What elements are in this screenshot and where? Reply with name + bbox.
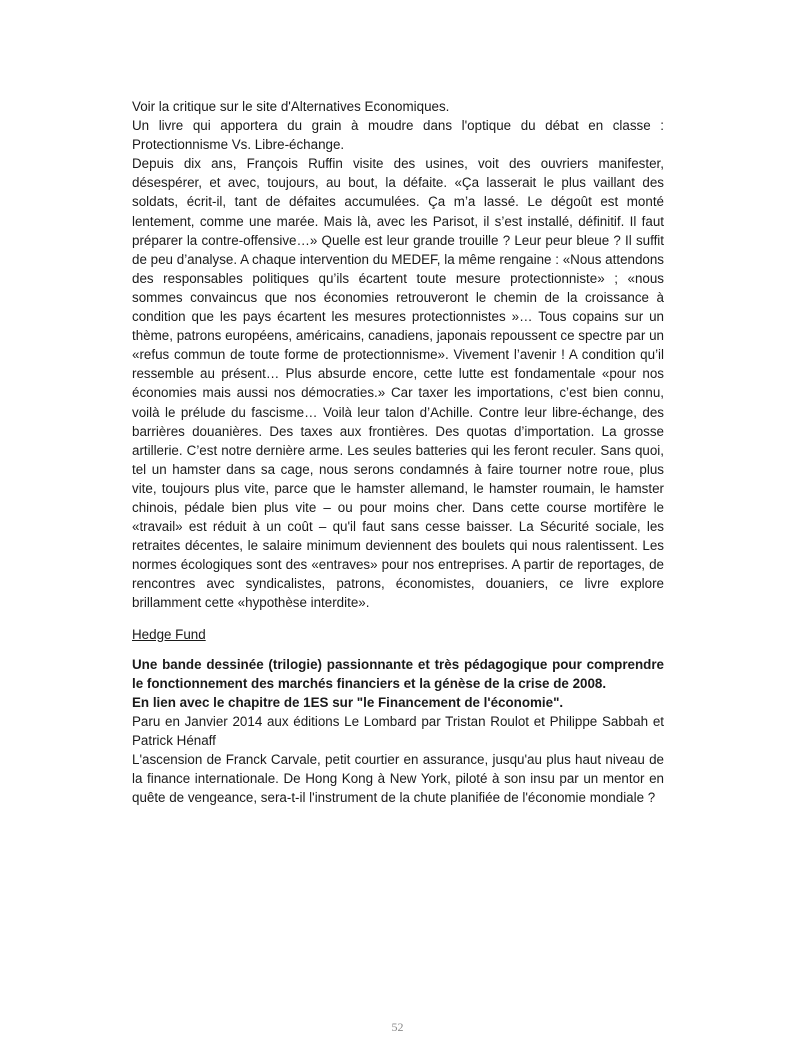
page-number: 52: [391, 1020, 404, 1034]
synopsis-paragraph: L'ascension de Franck Carvale, petit courtier en assurance, jusqu'au plus haut niveau de la finance internationale. De Hong Kong à New York, piloté à son insu par un mentor en quête de vengeance, sera-t-il l'instrument de la chute planifiée de l'économie mondiale ?: [132, 752, 664, 806]
book-intro-paragraph: Un livre qui apportera du grain à moudre dans l'optique du débat en classe : Protectionnisme Vs. Libre-échange.: [132, 118, 664, 153]
critique-link-paragraph: Voir la critique sur le site d'Alternatives Economiques.: [132, 99, 450, 114]
comic-description-bold: Une bande dessinée (trilogie) passionnante et très pédagogique pour comprendre le fonctionnement des marchés financiers et la génèse de la crise de 2008.: [132, 656, 664, 691]
course-link-bold: En lien avec le chapitre de 1ES sur "le Financement de l'économie".: [132, 694, 564, 710]
book-review-paragraph: Depuis dix ans, François Ruffin visite des usines, voit des ouvriers manifester, désespérer, et avec, toujours, au bout, la défaite. «Ça lasserait le plus vaillant des soldats, écrit-il, tant de défaites accumulées. Ça m’a lassé. Le dégoût est monté lentement, comme une marée. Mais là, avec les Parisot, il s’est installé, définitif. Il faut préparer la contre-offensive…» Quelle est leur grande trouille ? Leur peur bleue ? Il suffit de peu d’analyse. A chaque intervention du MEDEF, la même rengaine : «Nous attendons des responsables politiques qu’ils écartent toute mesure protectionniste» ; «nous sommes convaincus que nos économies retrouveront le chemin de la croissance à condition que les pays écartent les mesures protectionnistes »… Tous copains sur un thème, patrons européens, américains, canadiens, japonais repoussent ce spectre par un «refus commun de toute forme de protectionnisme». Vivement l’avenir ! A condition qu’il ressemble au présent… Plus absurde encore, cette lutte est fondamentale «pour nos économies mais aussi nos démocraties.» Car taxer les importations, c’est bien connu, voilà le prélude du fascisme… Voilà leur talon d’Achille. Contre leur libre-échange, des barrières douanières. Des taxes aux frontières. Des quotas d’importation. La grosse artillerie. C’est notre dernière arme. Les seules batteries qui les feront reculer. Sans quoi, tel un hamster dans sa cage, nous serons condamnés à faire tourner notre roue, plus vite, toujours plus vite, parce que le hamster allemand, le hamster roumain, le hamster chinois, pédale bien plus vite – ou pour moins cher. Dans cette course mortifère le «travail» est réduit à un coût – qu'il faut sans cesse baisser. La Sécurité sociale, les retraites décentes, le salaire minimum deviennent des boulets qui nous ralentissent. Les normes écologiques sont des «entraves» pour nos entreprises. A partir de reportages, de rencontres avec syndicalistes, patrons, économistes, douaniers, ce livre explore brillamment cette «hypothèse interdite».: [132, 156, 664, 611]
hedge-fund-heading: Hedge Fund: [132, 626, 206, 642]
publication-info-paragraph: Paru en Janvier 2014 aux éditions Le Lombard par Tristan Roulot et Philippe Sabbah et Patrick Hénaff: [132, 713, 664, 748]
document-page: [132, 97, 664, 807]
